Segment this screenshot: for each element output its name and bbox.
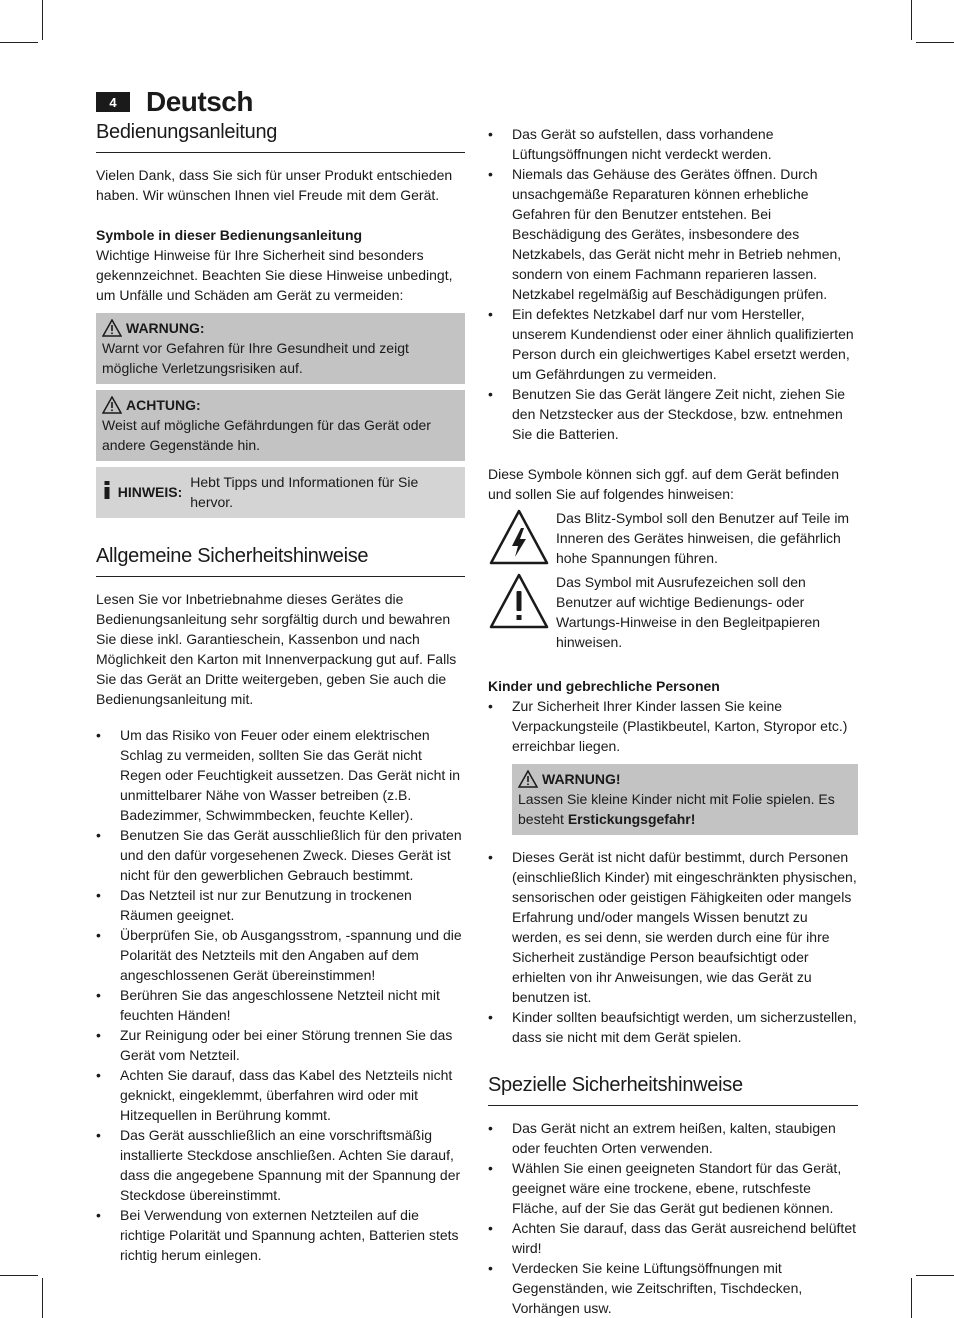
crop-mark [42,1278,43,1318]
exclamation-symbol-text: Das Symbol mit Ausrufezeichen soll den Benutzer auf wichtige Bedienungs- oder Wartungs-Hinweise in den Begleitpapieren hinweisen. [556,574,821,650]
list-item: • Zur Reinigung oder bei einer Störung trennen Sie das Gerät vom Netzteil. [96,1025,465,1065]
crop-mark [916,42,954,43]
list-item: • Das Gerät nicht an extrem heißen, kalten, staubigen oder feuchten Orten verwenden. [488,1118,858,1158]
list-item: • Benutzen Sie das Gerät ausschließlich für den privaten und den dafür vorgesehenen Zweck. Dieses Gerät ist nicht für den gewerblichen Gebrauch bestimmt. [96,825,465,885]
warning-text: Warnt vor Gefahren für Ihre Gesundheit und zeigt mögliche Verletzungsrisiken auf. [102,340,409,376]
children-warning-text: Lassen Sie kleine Kinder nicht mit Folie spielen. Es besteht Erstickungsgefahr! [518,791,835,827]
section-title-bedienungsanleitung: Bedienungsanleitung [96,118,465,153]
exclamation-warning-icon [488,572,550,630]
hint-text: Hebt Tipps und Informationen für Sie hervor. [190,474,419,510]
general-safety-list [96,725,465,1265]
children-list-continued [488,847,858,1047]
list-item: • Bei Verwendung von externen Netzteilen auf die richtige Polarität und Spannung achten, Batterien stets richtig herum einlegen. [96,1205,465,1265]
warning-box [96,313,465,384]
warning-label: WARNUNG: [126,320,205,336]
exclamation-symbol-row [488,572,858,652]
list-item: • Kinder sollten beaufsichtigt werden, um sicherzustellen, dass sie nicht mit dem Gerät spielen. [488,1007,858,1047]
page-number: 4 [96,92,130,112]
crop-mark [911,1278,912,1318]
list-item: • Überprüfen Sie, ob Ausgangsstrom, -spannung und die Polarität des Netzteils mit den Angaben auf dem angeschlossenen Gerät übereinstimmen! [96,925,465,985]
list-item: • Das Gerät ausschließlich an eine vorschriftsmäßig installierte Steckdose anschließen. Achten Sie darauf, dass die angegebene Spannung mit der Spannung der Steckdose übereinstimmt. [96,1125,465,1205]
right-column [488,118,858,1318]
children-list [488,696,858,756]
warning-triangle-icon [518,770,538,788]
list-item: • Verdecken Sie keine Lüftungsöffnungen mit Gegenständen, wie Zeitschriften, Tischdecken, Vorhängen usw. [488,1258,858,1318]
language-title: Deutsch [146,86,253,117]
section-title-spezielle: Spezielle Sicherheitshinweise [488,1071,858,1106]
special-safety-list [488,1118,858,1318]
list-item: • Zur Sicherheit Ihrer Kinder lassen Sie keine Verpackungsteile (Plastikbeutel, Karton, Styropor etc.) erreichbar liegen. [488,696,858,756]
crop-mark [0,42,38,43]
lightning-symbol-text: Das Blitz-Symbol soll den Benutzer auf Teile im Inneren des Gerätes hinweisen, die gefährlich hohe Spannungen führen. [556,510,850,566]
list-item: • Um das Risiko von Feuer oder einem elektrischen Schlag zu vermeiden, sollten Sie das Gerät nicht Regen oder Feuchtigkeit aussetzen. Das Gerät nicht in unmittelbarer Nähe von Wasser betreiben (z.B. Badezimmer, Schwimmbecken, feuchte Keller). [96,725,465,825]
list-item: • Berühren Sie das angeschlossene Netzteil nicht mit feuchten Händen! [96,985,465,1025]
list-item: • Niemals das Gehäuse des Gerätes öffnen. Durch unsachgemäße Reparaturen können erhebliche Gefahren für den Benutzer entstehen. Bei Beschädigung des Gerätes, insbesondere des Netzkabels, das Gerät nicht mehr in Betrieb nehmen, sondern von einem Fachmann reparieren lassen. Netzkabel regelmäßig auf Beschädigungen prüfen. [488,164,858,304]
caution-text: Weist auf mögliche Gefährdungen für das Gerät oder andere Gegenstände hin. [102,417,431,453]
general-intro-paragraph: Lesen Sie vor Inbetriebnahme dieses Gerätes die Bedienungsanleitung sehr sorgfältig durch und bewahren Sie diese inkl. Garantieschein, Kassenbon und nach Möglichkeit den Karton mit Innenverpackung gut auf. Falls Sie das Gerät an Dritte weitergeben, geben Sie auch die Bedienungsanleitung mit. [96,591,457,707]
warning-triangle-icon [102,319,122,337]
symbols-paragraph: Wichtige Hinweise für Ihre Sicherheit sind besonders gekennzeichnet. Beachten Sie diese Hinweise unbedingt, um Unfälle und Schäden am Gerät zu vermeiden: [96,247,453,303]
list-item: • Achten Sie darauf, dass das Kabel des Netzteils nicht geknickt, eingeklemmt, überfahren wird oder mit Hitzequellen in Berührung kommt. [96,1065,465,1125]
crop-mark [911,0,912,40]
section-title-allgemeine: Allgemeine Sicherheitshinweise [96,542,465,577]
caution-box [96,390,465,461]
crop-mark [42,0,43,40]
caution-label: ACHTUNG: [126,397,201,413]
left-column [96,118,465,1265]
hint-label: HINWEIS: [117,484,183,500]
device-symbols-intro: Diese Symbole können sich ggf. auf dem Gerät befinden und sollen Sie auf folgendes hinweisen: [488,466,839,502]
children-warning-box [512,764,858,835]
caution-triangle-icon [102,396,122,414]
list-item: • Benutzen Sie das Gerät längere Zeit nicht, ziehen Sie den Netzstecker aus der Steckdose, bzw. entnehmen Sie die Batterien. [488,384,858,444]
info-icon [102,480,116,505]
hint-box [96,467,465,518]
list-item: • Achten Sie darauf, dass das Gerät ausreichend belüftet wird! [488,1218,858,1258]
children-heading: Kinder und gebrechliche Personen [488,678,720,694]
intro-paragraph: Vielen Dank, dass Sie sich für unser Produkt entschieden haben. Wir wünschen Ihnen viel Freude mit dem Gerät. [96,167,453,203]
safety-list-continued [488,124,858,444]
list-item: • Wählen Sie einen geeigneten Standort für das Gerät, geeignet wäre eine trockene, ebene, rutschfeste Fläche, auf der Sie das Gerät gut bedienen können. [488,1158,858,1218]
crop-mark [916,1275,954,1276]
list-item: • Das Gerät so aufstellen, dass vorhandene Lüftungsöffnungen nicht verdeckt werden. [488,124,858,164]
crop-mark [0,1275,38,1276]
list-item: • Das Netzteil ist nur zur Benutzung in trockenen Räumen geeignet. [96,885,465,925]
list-item: • Dieses Gerät ist nicht dafür bestimmt, durch Personen (einschließlich Kinder) mit eingeschränkten physischen, sensorischen oder geistigen Fähigkeiten oder mangels Erfahrung und/oder mangels Wissen benutzt zu werden, es sei denn, sie werden durch eine für ihre Sicherheit zuständige Person beaufsichtigt oder erhielten von ihr Anweisungen, wie das Gerät zu benutzen ist. [488,847,858,1007]
children-warning-label: WARNUNG! [542,771,621,787]
children-warning-wrapper [488,764,858,835]
lightning-warning-icon [488,508,550,566]
symbols-heading: Symbole in dieser Bedienungsanleitung [96,227,363,243]
list-item: • Ein defektes Netzkabel darf nur vom Hersteller, unserem Kundendienst oder einer ähnlich qualifizierten Person durch ein gleichwertiges Kabel ersetzt werden, um Gefährdungen zu vermeiden. [488,304,858,384]
lightning-symbol-row [488,508,858,568]
